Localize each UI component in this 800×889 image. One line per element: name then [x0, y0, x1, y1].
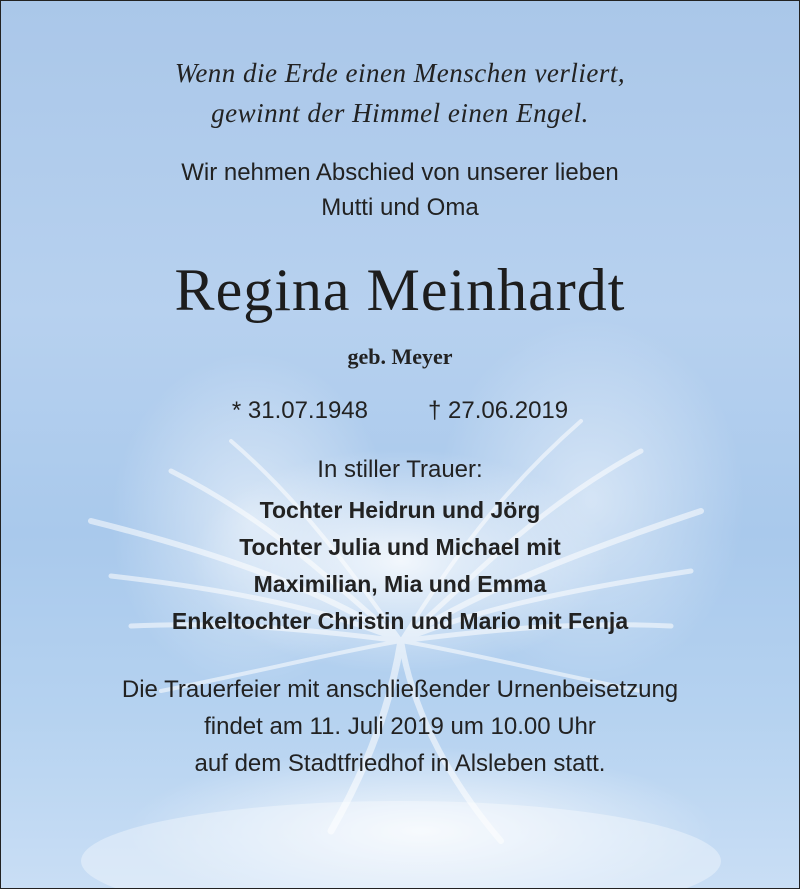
life-dates: [1, 395, 799, 427]
intro-line-1: Wir nehmen Abschied von unserer lieben: [181, 159, 619, 186]
ceremony-line-2: findet am 11. Juli 2019 um 10.00 Uhr: [204, 713, 596, 740]
mourner-line: Tochter Heidrun und Jörg: [259, 497, 541, 523]
mourners-list: [1, 492, 799, 640]
mourner-line: Maximilian, Mia und Emma: [253, 571, 547, 597]
intro: [1, 155, 799, 225]
motto-line-1: Wenn die Erde einen Menschen verliert,: [174, 58, 626, 88]
birth-date: * 31.07.1948: [231, 397, 368, 424]
maiden-name: geb. Meyer: [347, 344, 453, 369]
death-date: † 27.06.2019: [427, 397, 569, 424]
motto-line-2: gewinnt der Himmel einen Engel.: [211, 98, 589, 128]
intro-line-2: Mutti und Oma: [321, 194, 479, 221]
ceremony-info: [1, 671, 799, 782]
motto: [1, 53, 799, 133]
deceased-name: Regina Meinhardt: [174, 257, 626, 323]
mourner-line: Enkeltochter Christin und Mario mit Fenja: [171, 608, 629, 634]
ceremony-line-3: auf dem Stadtfriedhof in Alsleben statt.: [194, 750, 606, 777]
mourners-heading: In stiller Trauer:: [317, 456, 483, 483]
mourner-line: Tochter Julia und Michael mit: [239, 534, 561, 560]
ceremony-line-1: Die Trauerfeier mit anschließender Urnenbeisetzung: [121, 676, 679, 703]
